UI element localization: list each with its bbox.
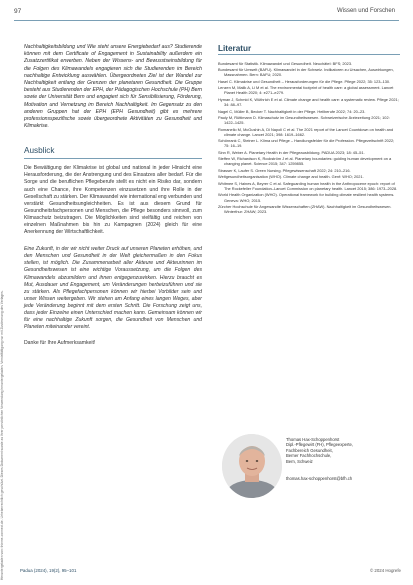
reference-item: Romanello M, McGushin A, Di Napoli C et al. The 2021 report of the Lancet Countdown on health and climate change. Lancet 2021; 398: 1619–1662.	[218, 126, 394, 137]
author-name: Thomas Hax-Schoppenhorst	[286, 437, 340, 442]
author-photo	[222, 434, 282, 498]
author-block	[222, 434, 402, 498]
reference-item: Whitmee S, Haines A, Beyrer C et al. Safeguarding human health in the Anthropocene epoch: report of The Rockefeller Foundation–Lancet Commission on planetary health. Lancet 2015; 386: 1973–2028.	[218, 180, 398, 191]
right-column	[218, 44, 400, 216]
intro-paragraph: Nachhaltigkeitsbildung und Wie steht unsere Energiebedarf aus? Studierende können mit dem Certificate of Engagement in Sustainability außerdem ein Zusatzzertifikat erwerben. Neben der Wissens- und Bewusstseinsbildung für die Folgen des Klimawandels engagieren sich die Studierenden im Bereich nachhaltige Entwicklung auswählen. Übergeordnetes Ziel ist der Wandel zur Nachhaltigkeit entlang der Grenzen der planetaren Gesundheit. Die Gruppe besteht aus Studierenden der EPH, der Pädagogischen Hochschule (PH) Bern sowie der Universität Bern und engagiert sich für Sensibilisierung, Förderung, Motivation und Vernetzung im Bereich Nachhaltigkeit. Im Gegensatz zu den anderen Gruppen hat der EPH (EPH Gesundheit) gibt es mehrere professionsspezifische sowie übergeordnete Aktivitäten zu Gesundheit und Klimakrise.	[24, 44, 202, 130]
literature-rule	[218, 54, 400, 55]
reference-list	[218, 61, 400, 215]
outlook-heading: Ausblick	[24, 146, 55, 156]
author-role-1: Fachbereich Gesundheit,	[286, 447, 333, 453]
author-role-3: Bern, Schweiz	[286, 458, 313, 464]
literature-heading: Literatur	[218, 44, 252, 53]
reference-item: World Health Organization (WHO). Operational framework for building climate resilient health systems. Geneva: WHO; 2015.	[218, 192, 395, 203]
outlook-rule	[24, 158, 202, 159]
author-email-link[interactable]: thomas.hax-schoppenhorst@bfh.ch	[286, 476, 353, 482]
section-name: Wissen und Forschen	[336, 8, 395, 14]
author-role-0: Dipl.-Pflegewirt (FH), Pflegeexperte,	[286, 442, 354, 448]
reference-item: Nagel C, Müller B, Becker T. Nachhaltigkeit in der Pflege. Heilberufe 2022; 74: 20–23.	[218, 108, 366, 114]
header-rule	[14, 20, 399, 21]
quote-paragraph: Eine Zukunft, in der wir nicht weiter Druck auf unseren Planeten erhöhen, und den Menschen und Gesundheit in der Welt gleichermaßen in den Fokus stellen, ist möglich. Die Zusammenarbeit aller Akteure und Akteurinnen im Gesundheitswesen ist eine wichtige Voraussetzung, um die Folgen des Klimawandels abzumildern und ihnen entgegenzuwirken. Hierzu braucht es Mut, Ausdauer und Engagement, um Veränderungen herbeizuführen und sie zu stärken. Als Pflegefachpersonen können wir hierbei Vorbilder sein und unser Wissen weitergeben. Wir stehen am Anfang eines langen Weges, aber jede Veränderung beginnt mit dem ersten Schritt. Die Forschung zeigt uns, dass jeder Einzelne einen Unterschied machen kann. Gemeinsam können wir für eine nachhaltige Zukunft sorgen, die Gesundheit von Menschen und Planeten miteinander vereint.	[24, 246, 202, 331]
page-header	[14, 8, 399, 20]
reference-item: Hasel C. Klimakrise und Gesundheit – Herausforderungen für die Pflege. Pflege 2022; 35: 123–130.	[218, 78, 391, 84]
footer-copyright: © 2024 Hogrefe	[369, 568, 401, 573]
reference-item: Zürcher Hochschule für Angewandte Wissenschaften (ZHAW). Nachhaltigkeit im Gesundheitswesen. Winterthur: ZHAW; 2023.	[218, 204, 392, 215]
reference-item: Bundesamt für Umwelt (BAFU). Klimawandel in der Schweiz. Indikatoren zu Ursachen, Auswirkungen, Massnahmen. Bern: BAFU; 2020.	[218, 67, 394, 78]
reference-item: Steffen W, Richardson K, Rockström J et al. Planetary boundaries: guiding human development on a changing planet. Science 2015; 347: 1259855.	[218, 156, 392, 167]
page-number: 97	[14, 8, 22, 15]
reference-item: Lenzen M, Malik A, Li M et al. The environmental footprint of health care: a global assessment. Lancet Planet Health 2020; 4: e271–e279.	[218, 85, 394, 96]
author-role-2: Berner Fachhochschule,	[286, 453, 332, 459]
author-info	[286, 437, 404, 486]
left-column	[24, 44, 202, 351]
reference-item: Weltgesundheitsorganisation (WHO). Climate change and health. Genf: WHO; 2021.	[218, 174, 364, 180]
reference-item: Strasser K, Laufer S. Green Nursing. Pflegewissenschaft 2022; 24: 210–216.	[218, 167, 351, 173]
reference-item: Bundesamt für Statistik. Klimawandel und Gesundheit. Neuchâtel: BFS; 2023.	[218, 60, 353, 66]
author-portrait-icon	[222, 434, 282, 498]
thanks-line: Danke für Ihre Aufmerksamkeit!	[24, 340, 96, 347]
sidebar-vertical-text: Heruntergeladen von: thieme-connect.de. Urheberrechtlich geschützt. Dieses Dokument wurde zu Ihrer persönlichen Verwendung heruntergeladen. Vervielfältigung nur mit Zustimmung des Verlages.	[0, 290, 4, 580]
footer-journal: Padua (2024), 19(2), 95–101	[20, 568, 77, 573]
reference-item: Pauly M, Rüttimann D. Klimaschutz im Gesundheitswesen. Schweizerische Ärztezeitung 2021; 102: 1422–1425.	[218, 114, 390, 126]
reference-item: Schönrank C, Steiner L. Klima und Pflege – Handlungsfelder für die Profession. Pflegezeitschrift 2022; 75: 16–19.	[218, 138, 395, 149]
reference-item: Sinn R, Weber A. Planetary Health in der Pflegeausbildung. PADUA 2023; 18: 45–51.	[218, 149, 365, 155]
outlook-paragraph: Die Bewältigung der Klimakrise ist global und national in jeder Hinsicht eine Herausforderung, die der Anstrengung und des Einsatzes aller bedarf. Für die Sorge und die beruflichen Pflegeberufe stellt es nicht ein Risiko dar, sondern auch eine Chance, ihre Kompetenzen einzusetzen und ihre Rolle in der Gesellschaft zu stärken. Der Klimawandel wie international eng verbunden und verstärkt Gesundheitsungleichheiten. Es ist aus diesem Grund für Gesundheitsfachpersonen und Menschen, die Pflege besonders sinnvoll, zum Klimaschutz beizutragen. Die Möglichkeiten sind vielfältig und reichen von einzelnen Maßnahmen bis hin zu Kampagnen (2024) gleich für eine Anerkennung der Wirtschaftlichkeit.	[24, 165, 202, 236]
reference-item: Hyman J, Schmid K, Wüthrich E et al. Climate change and health care: a systematic review. Pflege 2021; 34: 88–97.	[218, 96, 399, 108]
